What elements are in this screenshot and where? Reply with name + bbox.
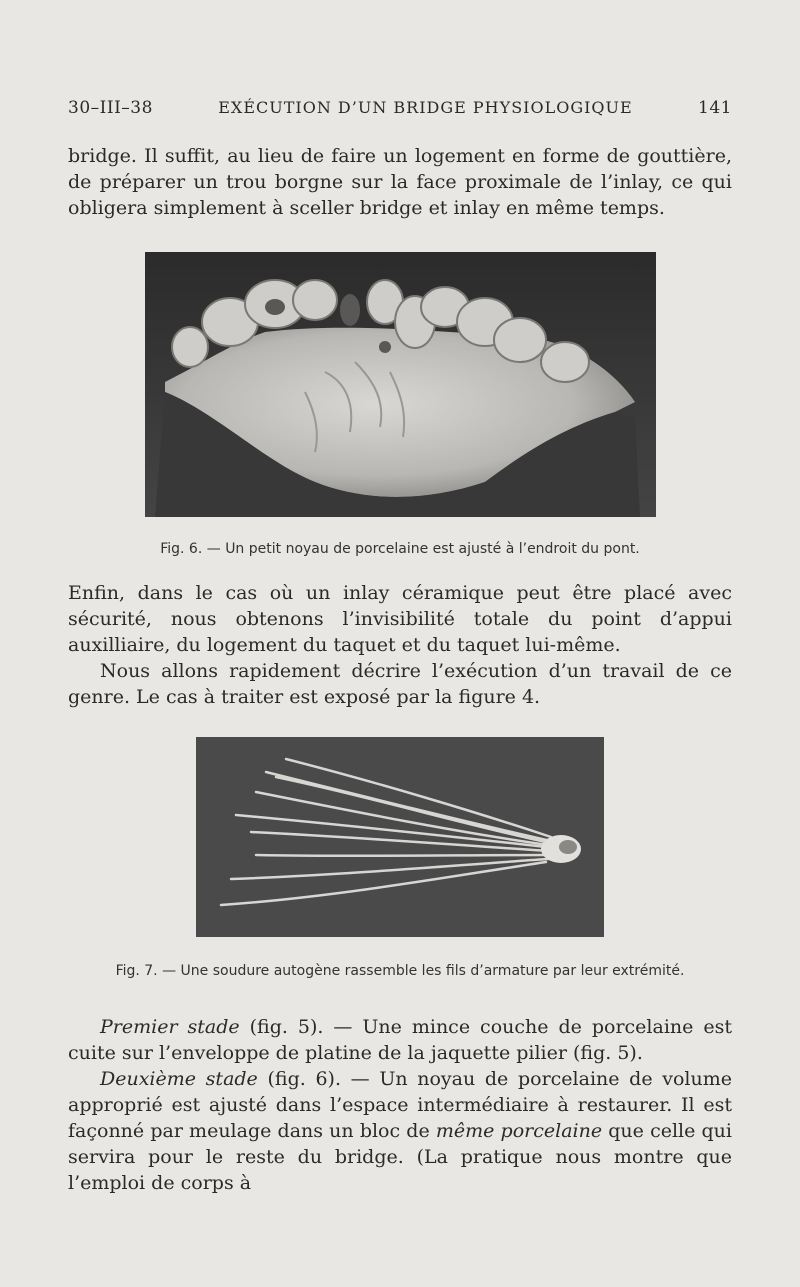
stage-2-emphasis: même porcelaine (435, 1120, 603, 1142)
stage-1-text: (fig. 5). — Une mince couche de porcelaine est cuite sur l’enveloppe de platine de la jaquette pilier (fig. 5). (68, 1016, 732, 1064)
stage-2-label: Deuxième stade (100, 1068, 258, 1090)
stage-1-label: Premier stade (100, 1016, 240, 1038)
paragraph-3: Nous allons rapidement décrire l’exécution d’un travail de ce genre. Le cas à traiter est exposé par la figure 4. (68, 660, 732, 708)
page-number: 141 (698, 98, 732, 118)
armature-wires-image (196, 737, 604, 937)
header-date: 30–III–38 (68, 98, 153, 118)
paragraph-stage-2 (68, 1066, 732, 1196)
running-header (68, 98, 732, 118)
paragraph-stage-1 (68, 1014, 732, 1066)
figure-7-caption: Fig. 7. — Une soudure autogène rassemble les fils d’armature par leur extrémité. (115, 963, 685, 979)
stage-2-text-a: (fig. 6). — Un noyau de porcelaine de volume approprié est ajusté dans l’espace intermédiaire à restaurer. Il est façonné par meulage dans un bloc de (68, 1068, 733, 1142)
stage-2-text-b: que celle qui servira pour le reste du bridge. (La pratique nous montre que l’emploi de corps à (68, 1120, 732, 1194)
dental-cast-image (145, 252, 656, 517)
paragraph-2: Enfin, dans le cas où un inlay céramique peut être placé avec sécurité, nous obtenons l’invisibilité totale du point d’appui auxilliaire, du logement du taquet et du taquet lui-même. (68, 582, 732, 656)
paragraph-1: bridge. Il suffit, au lieu de faire un logement en forme de gouttière, de préparer un trou borgne sur la face proximale de l’inlay, ce qui obligera simplement à sceller bridge et inlay en même temps. (68, 145, 732, 219)
figure-6-caption: Fig. 6. — Un petit noyau de porcelaine est ajusté à l’endroit du pont. (160, 541, 640, 557)
header-title: EXÉCUTION D’UN BRIDGE PHYSIOLOGIQUE (218, 98, 633, 117)
figure-6-photo (145, 252, 656, 517)
figure-7-photo (196, 737, 604, 937)
